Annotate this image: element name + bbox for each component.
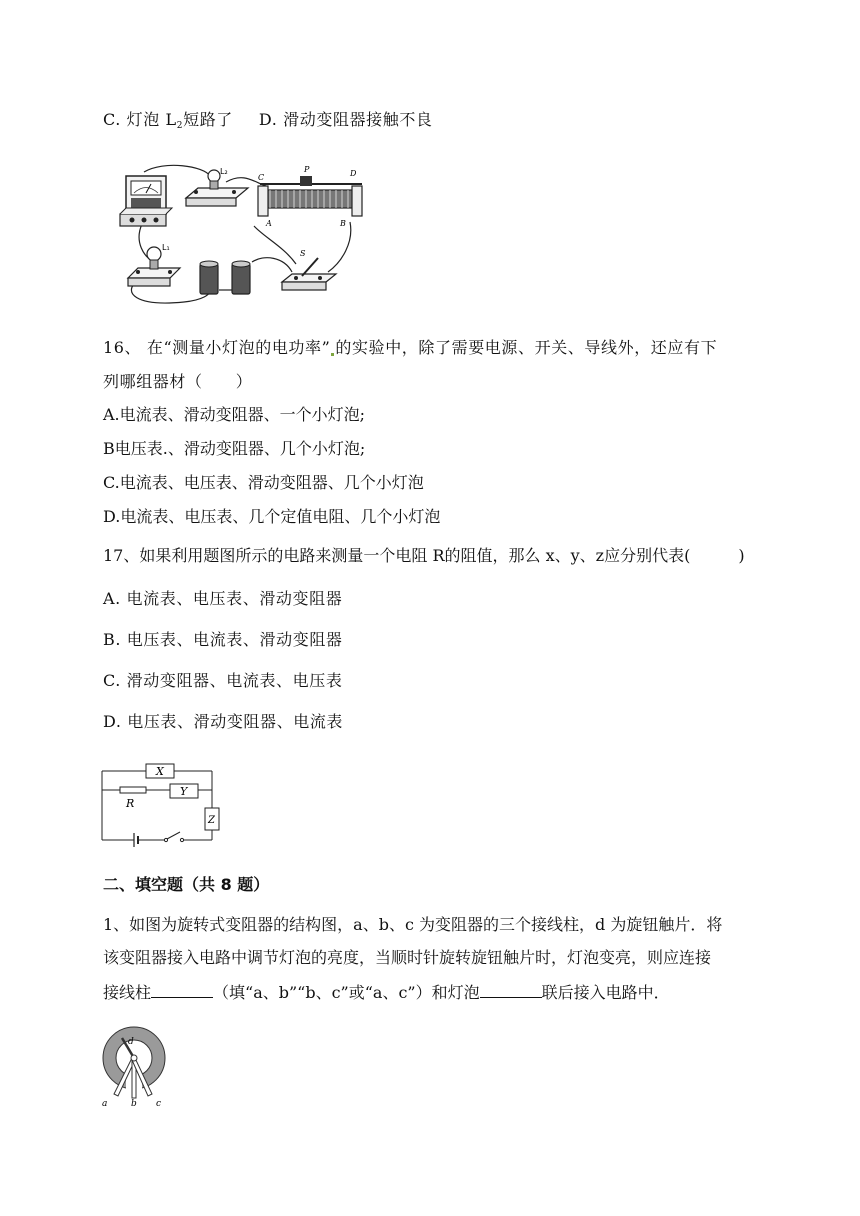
label-x: X	[156, 765, 164, 778]
label-r: R	[126, 797, 135, 810]
lamp-l2-icon	[186, 170, 248, 206]
q17-option-c: C. 滑动变阻器、电流表、电压表	[103, 671, 343, 690]
q15-option-d: D. 滑动变阻器接触不良	[258, 110, 433, 129]
switch-icon	[282, 258, 336, 290]
answer-blank-1[interactable]	[151, 997, 213, 998]
label-s: S	[300, 249, 306, 258]
q16-stem-line1: 16、 在“测量小灯泡的电功率” 的实验中，除了需要电源、开关、导线外，还应有下	[103, 338, 718, 357]
q17-option-b: B. 电压表、电流表、滑动变阻器	[103, 630, 343, 649]
voltmeter-icon	[120, 176, 172, 226]
q17-circuit-diagram	[98, 760, 228, 850]
answer-blank-2[interactable]	[480, 997, 542, 998]
q15-options-line	[103, 110, 433, 136]
label-d: D	[350, 169, 357, 178]
label-a-terminal: a	[102, 1099, 108, 1108]
rotary-rheostat-figure	[98, 1022, 178, 1108]
label-a: A	[266, 219, 272, 228]
q17-option-a: A. 电流表、电压表、滑动变阻器	[103, 589, 343, 608]
q16-stem-line2: 列哪组器材（ ）	[103, 372, 253, 391]
fill1-line3: 接线柱 （填“a、b”“b、c”或“a、c”）和灯泡 联后接入电路中．	[103, 983, 670, 1002]
q16-option-d: D.电流表、电压表、几个定值电阻、几个小灯泡	[103, 507, 441, 526]
label-l1: L₁	[162, 243, 170, 252]
q15-option-c: C. 灯泡 $L_2$短路了	[103, 110, 233, 131]
q17-option-d: D. 电压表、滑动变阻器、电流表	[103, 712, 344, 731]
label-d-knob: d	[128, 1037, 134, 1047]
label-l2: L₂	[220, 167, 228, 176]
q15-circuit-figure	[114, 162, 376, 308]
q16-option-c: C.电流表、电压表、滑动变阻器、几个小灯泡	[103, 473, 424, 492]
lamp-l1-icon	[128, 247, 180, 286]
label-c: C	[258, 173, 265, 182]
q17-stem: 17、如果利用题图所示的电路来测量一个电阻 R的阻值，那么 x、y、z应分别代表( )	[103, 546, 745, 565]
label-y: Y	[180, 785, 188, 798]
fill1-line2: 该变阻器接入电路中调节灯泡的亮度，当顺时针旋转旋钮触片时，灯泡变亮，则应连接	[103, 948, 712, 967]
fill1-line1: 1、如图为旋转式变阻器的结构图，a、b、c 为变阻器的三个接线柱，d 为旋钮触片．将	[103, 915, 723, 934]
q16-option-b: B电压表.、滑动变阻器、几个小灯泡;	[103, 439, 366, 458]
label-b-terminal: b	[131, 1099, 137, 1108]
label-b: B	[340, 219, 346, 228]
rheostat-icon	[258, 176, 362, 216]
label-c-terminal: c	[156, 1099, 162, 1108]
label-p: P	[304, 165, 310, 174]
section-title: 二、填空题（共 8 题）	[103, 875, 270, 894]
label-z: Z	[208, 815, 215, 826]
battery-icon	[200, 261, 250, 294]
q16-option-a: A.电流表、滑动变阻器、一个小灯泡;	[103, 405, 366, 424]
green-dot	[331, 353, 334, 356]
